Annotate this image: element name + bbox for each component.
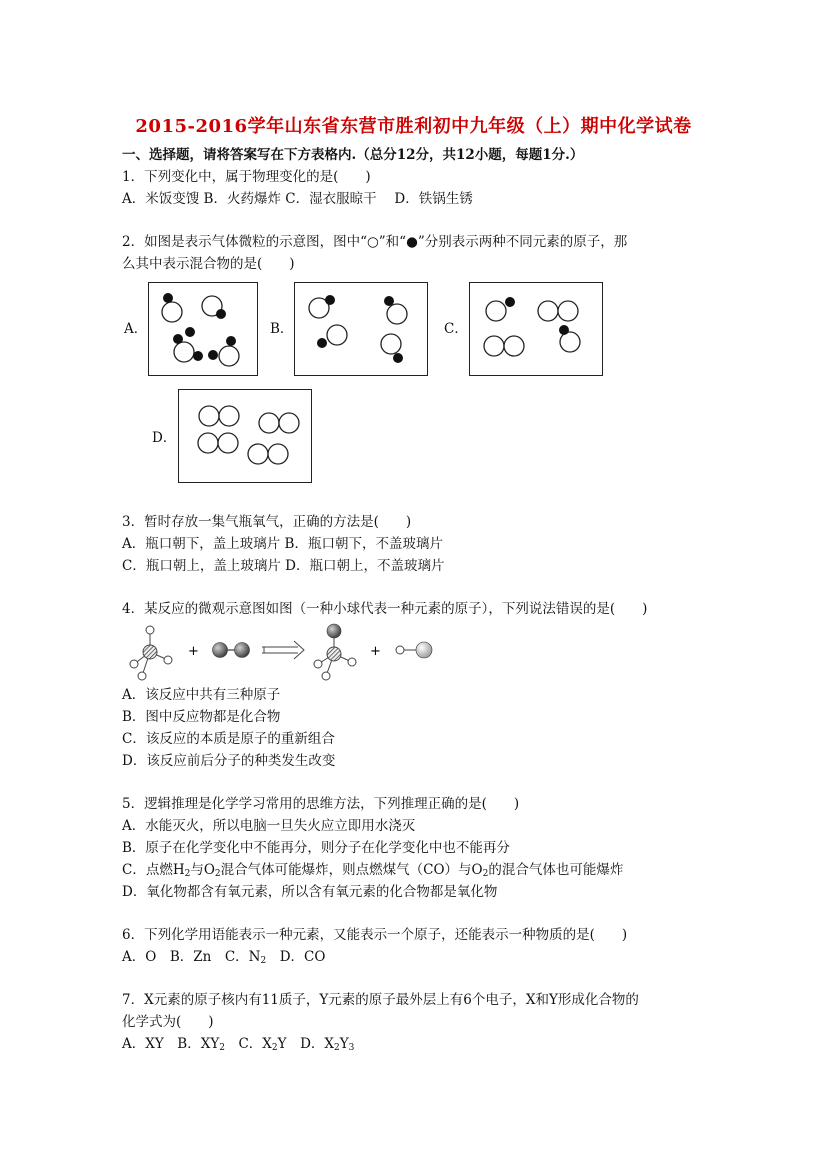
methane-molecule — [130, 626, 172, 680]
q2-stem-line2: 么其中表示混合物的是( ) — [122, 256, 295, 272]
q2-diagram-d — [178, 389, 312, 483]
q5-option-b: B．原子在化学变化中不能再分，则分子在化学变化中也不能再分 — [122, 840, 510, 856]
q5-option-d: D．氧化物都含有氧元素，所以含有氧元素的化合物都是氧化物 — [122, 884, 498, 900]
section-heading: 一、选择题，请将答案写在下方表格内.（总分12分，共12小题，每题1分.） — [122, 147, 584, 163]
q4-stem: 4．某反应的微观示意图如图（一种小球代表一种元素的原子），下列说法错误的是( ) — [122, 601, 648, 617]
q1-options: A．米饭变馊 B．火药爆炸 C．湿衣服晾干 D．铁锅生锈 — [122, 191, 473, 207]
q6-options: A．O B．Zn C．$N_2$ D．CO — [122, 949, 326, 966]
q3-options-line1: A．瓶口朝下，盖上玻璃片 B．瓶口朝下，不盖玻璃片 — [122, 536, 443, 552]
plus-sign-1: + — [188, 644, 199, 659]
particles-d — [179, 390, 313, 484]
particles-a — [149, 283, 259, 377]
q7-stem-line2: 化学式为( ) — [122, 1014, 214, 1030]
hydrogen-chloride-molecule — [396, 642, 432, 658]
chlorine-molecule — [213, 643, 250, 658]
q3-stem: 3．暂时存放一集气瓶氧气，正确的方法是( ) — [122, 514, 412, 530]
q4-option-c: C．该反应的本质是原子的重新组合 — [122, 731, 335, 747]
q4-option-a: A．该反应中共有三种原子 — [122, 687, 281, 703]
plus-sign-2: + — [370, 644, 381, 659]
particles-b — [295, 283, 429, 377]
q7-stem-line1: 7．X元素的原子核内有11质子，Y元素的原子最外层上有6个电子，X和Y形成化合物的 — [122, 992, 639, 1008]
q2-diagram-b — [294, 282, 428, 376]
q4-option-b: B．图中反应物都是化合物 — [122, 709, 281, 725]
reaction-arrow — [262, 641, 304, 659]
q5-option-a: A．水能灭火，所以电脑一旦失火应立即用水浇灭 — [122, 818, 416, 834]
q5-stem: 5．逻辑推理是化学学习常用的思维方法，下列推理正确的是( ) — [122, 796, 520, 812]
reaction-diagram — [122, 622, 442, 684]
q2-label-b: B． — [270, 321, 294, 337]
particles-c — [470, 283, 604, 377]
q2-label-d: D． — [152, 430, 177, 446]
q3-options-line2: C．瓶口朝上，盖上玻璃片 D．瓶口朝上，不盖玻璃片 — [122, 558, 445, 574]
q2-diagram-a — [148, 282, 258, 376]
q2-label-c: C． — [444, 321, 468, 337]
exam-title: 2015-2016学年山东省东营市胜利初中九年级（上）期中化学试卷 — [135, 116, 692, 137]
q7-options: A．XY B．$XY_2$ C．$X_2Y$ D．$X_2Y_3$ — [122, 1036, 355, 1053]
q5-option-c: C．点燃$H_2$与$O_2$混合气体可能爆炸，则点燃煤气（CO）与$O_2$的混合气体也可能爆炸 — [122, 862, 624, 879]
q2-diagram-c — [469, 282, 603, 376]
q2-stem-line1: 2．如图是表示气体微粒的示意图，图中“○”和“●”分别表示两种不同元素的原子，那 — [122, 234, 628, 250]
q1-stem: 1．下列变化中，属于物理变化的是( ) — [122, 169, 371, 185]
q2-label-a: A． — [124, 321, 148, 337]
q4-option-d: D．该反应前后分子的种类发生改变 — [122, 753, 336, 769]
chloromethane-molecule — [314, 624, 356, 680]
q6-stem: 6．下列化学用语能表示一种元素，又能表示一个原子，还能表示一种物质的是( ) — [122, 927, 628, 943]
